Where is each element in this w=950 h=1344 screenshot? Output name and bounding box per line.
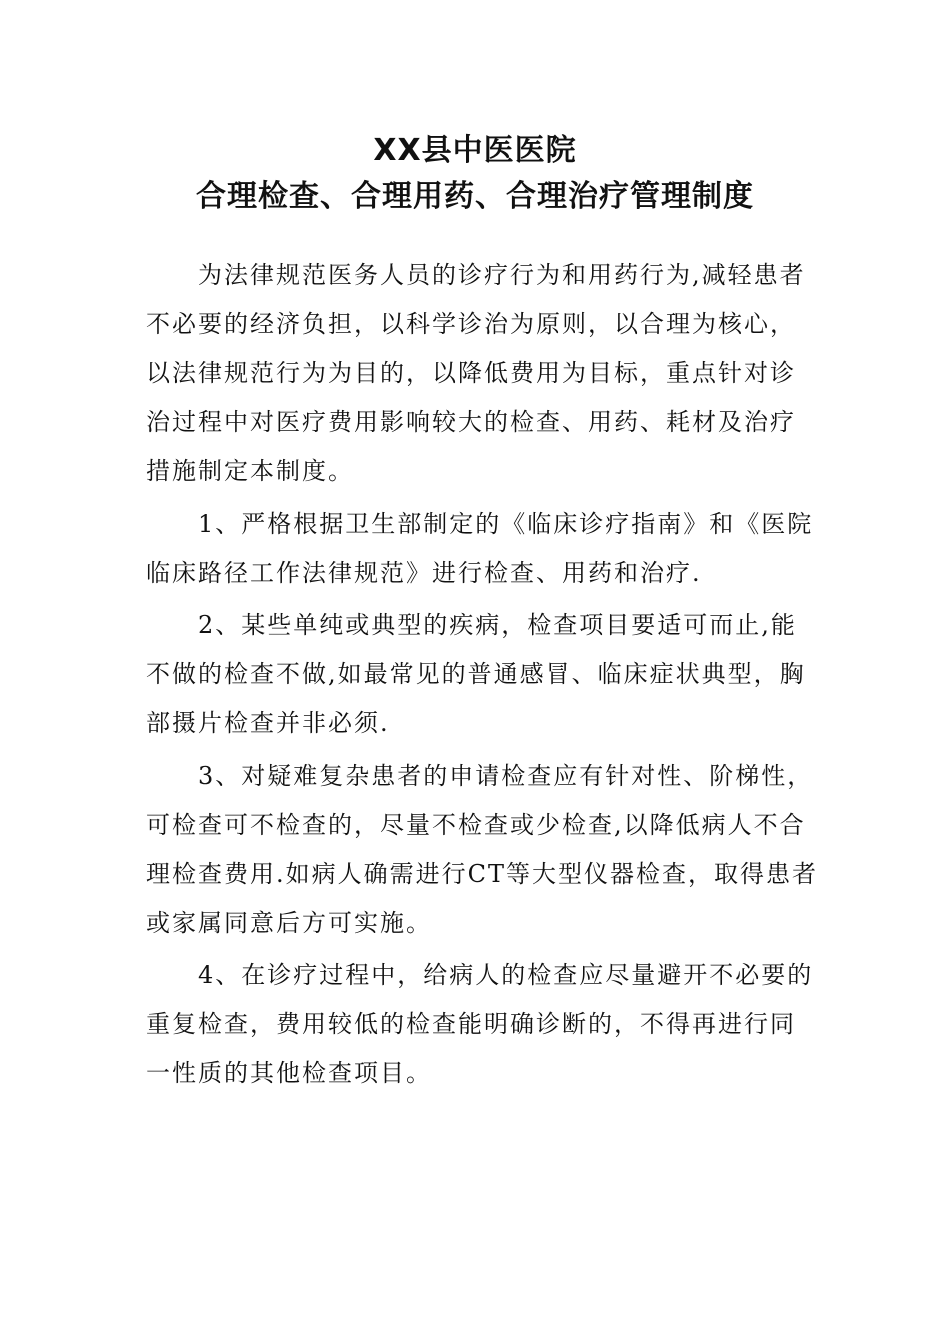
rule-paragraph-1 bbox=[146, 500, 814, 598]
paragraph-line: 不必要的经济负担，以科学诊治为原则，以合理为核心， bbox=[146, 310, 796, 338]
intro-paragraph bbox=[146, 251, 806, 496]
paragraph-line: 理检查费用.如病人确需进行CT等大型仪器检查，取得患者 bbox=[146, 860, 818, 888]
regulation-title: 合理检查、合理用药、合理治疗管理制度 bbox=[196, 179, 754, 214]
paragraph-line: 不做的检查不做,如最常见的普通感冒、临床症状典型，胸 bbox=[146, 660, 806, 688]
paragraph-line: 重复检查，费用较低的检查能明确诊断的，不得再进行同 bbox=[146, 1010, 796, 1038]
rule-paragraph-4 bbox=[146, 951, 814, 1098]
paragraph-line: 1、严格根据卫生部制定的《临床诊疗指南》和《医院 bbox=[198, 510, 814, 538]
rule-paragraph-3 bbox=[146, 752, 818, 948]
paragraph-line: 4、在诊疗过程中，给病人的检查应尽量避开不必要的 bbox=[198, 961, 814, 989]
hospital-name-title: XX县中医医院 bbox=[373, 133, 577, 168]
paragraph-line: 为法律规范医务人员的诊疗行为和用药行为,减轻患者 bbox=[198, 261, 806, 289]
paragraph-line: 临床路径工作法律规范》进行检查、用药和治疗. bbox=[146, 559, 702, 587]
paragraph-line: 部摄片检查并非必须. bbox=[146, 709, 390, 737]
paragraph-line: 措施制定本制度。 bbox=[146, 457, 354, 485]
document-title bbox=[0, 128, 950, 220]
paragraph-line: 治过程中对医疗费用影响较大的检查、用药、耗材及治疗 bbox=[146, 408, 796, 436]
paragraph-line: 一性质的其他检查项目。 bbox=[146, 1059, 432, 1087]
paragraph-line: 可检查可不检查的，尽量不检查或少检查,以降低病人不合 bbox=[146, 811, 806, 839]
paragraph-line: 或家属同意后方可实施。 bbox=[146, 909, 432, 937]
rule-paragraph-2 bbox=[146, 601, 806, 748]
paragraph-line: 3、对疑难复杂患者的申请检查应有针对性、阶梯性， bbox=[198, 762, 814, 790]
paragraph-line: 以法律规范行为为目的，以降低费用为目标，重点针对诊 bbox=[146, 359, 796, 387]
paragraph-line: 2、某些单纯或典型的疾病，检查项目要适可而止,能 bbox=[198, 611, 797, 639]
